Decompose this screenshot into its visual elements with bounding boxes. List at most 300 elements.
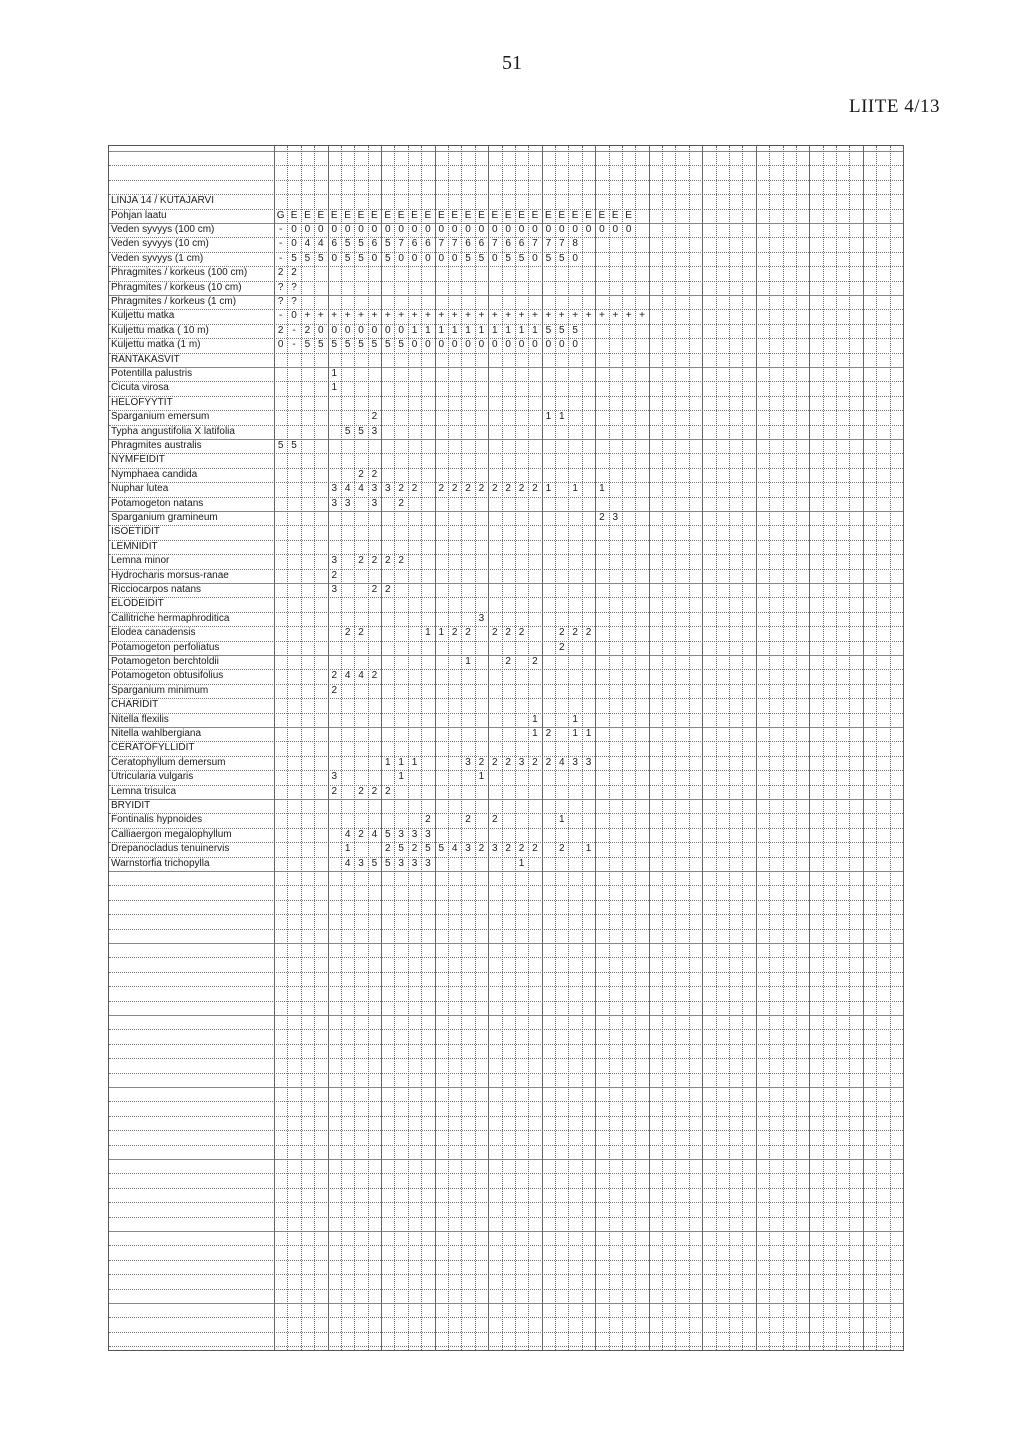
column-rule	[609, 146, 610, 1350]
table-cell: 7	[398, 238, 404, 250]
table-cell: 0	[532, 224, 538, 235]
row-label: Potamogeton berchtoldii	[111, 656, 219, 667]
table-cell: ?	[291, 296, 297, 307]
row-rule	[109, 929, 903, 930]
column-rule	[769, 146, 770, 1350]
table-cell: E	[611, 209, 619, 221]
table-cell: E	[478, 209, 485, 221]
column-rule	[823, 146, 824, 1350]
table-cell: 0	[425, 224, 431, 235]
table-cell: 0	[344, 224, 351, 235]
row-label: Fontinalis hypnoides	[111, 814, 203, 826]
row-label: Phragmites / korkeus (10 cm)	[111, 281, 242, 293]
row-label: Veden syvyys (100 cm)	[111, 224, 215, 235]
row-rule	[109, 900, 903, 901]
row-rule	[109, 597, 903, 598]
column-rule	[849, 146, 850, 1350]
table-cell: 0	[291, 310, 297, 322]
table-cell: E	[344, 209, 351, 221]
row-label: Pohjan laatu	[111, 209, 167, 221]
table-cell: E	[504, 209, 512, 221]
column-rule	[622, 146, 623, 1350]
table-cell: 0	[398, 324, 404, 336]
page-number: 51	[502, 52, 522, 74]
table-cell: 1	[545, 411, 552, 423]
row-label: CHARIDIT	[111, 699, 159, 711]
table-cell: 5	[558, 324, 565, 336]
table-cell: 2	[451, 627, 458, 639]
table-cell: 0	[331, 224, 337, 235]
table-cell: E	[518, 209, 525, 221]
table-cell: 5	[425, 843, 431, 855]
row-rule	[109, 1145, 903, 1146]
table-cell: 8	[572, 238, 578, 250]
table-cell: 0	[518, 339, 525, 351]
row-rule	[109, 180, 903, 181]
row-rule	[109, 914, 903, 915]
table-cell: 2	[371, 584, 378, 595]
row-rule	[109, 1015, 903, 1016]
row-rule	[109, 511, 903, 512]
table-cell: 2	[358, 828, 364, 840]
row-rule	[109, 1044, 903, 1045]
row-rule	[109, 713, 903, 714]
row-rule	[109, 1289, 903, 1290]
table-cell: 2	[585, 627, 592, 639]
table-cell: 1	[518, 324, 525, 336]
row-label: HELOFYYTIT	[111, 396, 173, 408]
row-label: Veden syvyys (1 cm)	[111, 252, 204, 264]
table-cell: E	[598, 209, 606, 221]
table-cell: 0	[371, 324, 378, 336]
row-label: Potamogeton obtusifolius	[111, 670, 224, 682]
table-cell: 5	[384, 857, 391, 869]
row-rule	[109, 1159, 903, 1160]
table-cell: 3	[492, 843, 498, 855]
table-cell: E	[357, 209, 365, 221]
row-label: Ceratophyllum demersum	[111, 756, 226, 768]
row-rule	[109, 785, 903, 786]
table-cell: 7	[451, 238, 458, 250]
table-cell: 2	[545, 728, 552, 739]
row-rule	[109, 1217, 903, 1218]
table-cell: 0	[505, 339, 511, 351]
row-label: Lemna minor	[111, 555, 170, 567]
table-cell: 2	[518, 843, 525, 855]
table-cell: 2	[572, 627, 578, 639]
row-label: Kuljettu matka (1 m)	[111, 339, 201, 351]
table-cell: 2	[331, 670, 337, 682]
row-rule	[109, 525, 903, 526]
row-rule	[109, 770, 903, 771]
table-cell: 2	[371, 670, 378, 682]
table-cell: 1	[344, 843, 351, 855]
table-cell: 0	[384, 224, 391, 235]
table-cell: +	[558, 310, 565, 322]
table-cell: 4	[344, 828, 351, 840]
table-cell: 5	[358, 252, 364, 264]
table-cell: 5	[358, 425, 364, 437]
row-rule	[109, 727, 903, 728]
row-rule	[109, 1274, 903, 1275]
table-cell: 5	[384, 339, 391, 351]
table-cell: 6	[505, 238, 511, 250]
table-cell: E	[424, 209, 432, 221]
table-cell: 3	[585, 756, 592, 768]
table-cell: 5	[371, 857, 378, 869]
table-cell: 5	[277, 440, 284, 451]
row-rule	[109, 194, 903, 195]
table-cell: 7	[492, 238, 498, 250]
table-cell: E	[317, 209, 325, 221]
table-cell: 7	[545, 238, 552, 250]
table-cell: 1	[505, 324, 511, 336]
table-cell: 5	[318, 339, 324, 351]
table-cell: 3	[331, 497, 337, 509]
table-cell: 6	[465, 238, 471, 250]
row-label: Veden syvyys (10 cm)	[111, 238, 209, 250]
row-rule	[109, 453, 903, 454]
appendix-label: LIITE 4/13	[848, 96, 940, 117]
row-rule	[109, 684, 903, 685]
table-cell: -	[292, 324, 296, 336]
table-cell: 2	[492, 756, 498, 768]
table-cell: 0	[411, 252, 418, 264]
table-cell: E	[371, 209, 378, 221]
table-cell: -	[292, 339, 296, 351]
row-rule	[109, 396, 903, 397]
table-cell: 0	[532, 339, 538, 351]
row-label: Kuljettu matka	[111, 310, 175, 322]
table-cell: E	[451, 209, 458, 221]
row-label: Callitriche hermaphroditica	[111, 612, 230, 624]
table-cell: +	[398, 310, 405, 322]
table-cell: 2	[518, 627, 525, 639]
table-cell: 5	[398, 339, 404, 351]
table-cell: G	[276, 209, 285, 221]
table-cell: 0	[451, 224, 458, 235]
table-cell: 2	[411, 483, 418, 495]
row-rule	[109, 1116, 903, 1117]
row-label: Nuphar lutea	[111, 483, 169, 495]
row-rule	[109, 741, 903, 742]
table-cell: 5	[505, 252, 511, 264]
column-rule	[742, 146, 743, 1350]
table-cell: E	[437, 209, 445, 221]
table-cell: 0	[438, 339, 445, 351]
row-label: Elodea canadensis	[111, 627, 196, 639]
table-cell: E	[531, 209, 539, 221]
table-cell: 1	[532, 324, 538, 336]
table-cell: +	[545, 310, 552, 322]
table-cell: 2	[371, 555, 378, 567]
table-cell: 1	[478, 324, 485, 336]
row-rule	[109, 353, 903, 354]
table-cell: 0	[478, 224, 485, 235]
table-cell: 4	[344, 857, 351, 869]
table-cell: 6	[411, 238, 418, 250]
column-rule	[582, 146, 583, 1350]
table-cell: 1	[492, 324, 498, 336]
column-rule	[675, 146, 676, 1350]
row-label: LINJA 14 / KUTAJARVI	[111, 195, 215, 207]
table-cell: 4	[358, 483, 364, 495]
table-cell: 2	[505, 843, 511, 855]
table-cell: 2	[331, 684, 337, 696]
row-label: ISOETIDIT	[111, 526, 160, 538]
table-cell: 5	[291, 252, 297, 264]
row-rule	[109, 669, 903, 670]
table-cell: 3	[331, 483, 337, 495]
table-cell: 0	[451, 252, 458, 264]
table-cell: ?	[277, 281, 284, 293]
table-cell: 5	[384, 252, 391, 264]
table-cell: 5	[344, 339, 351, 351]
table-cell: 0	[599, 224, 605, 235]
table-cell: E	[330, 209, 338, 221]
table-cell: 0	[411, 224, 418, 235]
table-cell: 1	[331, 382, 337, 394]
row-rule	[109, 885, 903, 886]
table-cell: 2	[505, 627, 511, 639]
table-cell: 5	[465, 252, 471, 264]
table-cell: 5	[398, 843, 404, 855]
table-cell: 6	[478, 238, 485, 250]
table-cell: 2	[425, 814, 431, 826]
row-rule	[109, 1303, 903, 1304]
table-cell: 4	[318, 238, 324, 250]
table-cell: 5	[545, 252, 552, 264]
table-cell: 2	[358, 468, 364, 480]
table-cell: 1	[438, 627, 445, 639]
table-cell: 3	[425, 857, 431, 869]
table-cell: 6	[425, 238, 431, 250]
row-label: CERATOFYLLIDIT	[111, 742, 195, 754]
row-rule	[109, 871, 903, 872]
table-cell: 3	[411, 828, 418, 840]
row-label: Warnstorfia trichopylla	[111, 857, 210, 869]
column-rule	[635, 146, 636, 1350]
table-cell: 1	[572, 713, 578, 725]
table-cell: 0	[304, 224, 311, 235]
row-rule	[109, 439, 903, 440]
row-label: Typha angustifolia X latifolia	[111, 425, 235, 437]
table-cell: +	[532, 310, 538, 322]
table-cell: 7	[558, 238, 565, 250]
row-rule	[109, 367, 903, 368]
table-cell: 5	[318, 252, 324, 264]
table-cell: 1	[545, 483, 552, 495]
table-cell: 2	[344, 627, 351, 639]
table-cell: +	[358, 310, 364, 322]
row-label: Potentilla palustris	[111, 368, 193, 379]
table-cell: +	[572, 310, 579, 322]
table-cell: E	[464, 209, 472, 221]
table-cell: 1	[518, 857, 525, 869]
row-label: Calliaergon megalophyllum	[111, 828, 232, 840]
table-cell: +	[491, 310, 498, 322]
column-rule	[649, 146, 650, 1350]
column-rule	[595, 146, 596, 1350]
column-rule	[729, 146, 730, 1350]
table-cell: 1	[411, 756, 418, 768]
table-cell: E	[384, 209, 392, 221]
column-rule	[716, 146, 717, 1350]
table-cell: 5	[344, 425, 351, 437]
table-cell: 2	[384, 843, 391, 855]
table-cell: 3	[344, 497, 351, 509]
table-cell: 1	[599, 483, 605, 495]
column-rule	[903, 146, 904, 1350]
table-cell: 1	[384, 756, 391, 768]
table-cell: 1	[451, 324, 458, 336]
table-cell: 7	[532, 238, 538, 250]
table-cell: 0	[344, 324, 351, 336]
table-cell: 0	[318, 324, 324, 336]
row-label: Hydrocharis morsus-ranae	[111, 569, 229, 581]
row-label: NYMFEIDIT	[111, 454, 165, 466]
data-table	[108, 145, 904, 1351]
row-rule	[109, 986, 903, 987]
row-rule	[109, 1173, 903, 1174]
table-cell: 0	[291, 224, 297, 235]
column-rule	[689, 146, 690, 1350]
table-cell: 3	[572, 756, 578, 768]
table-cell: 2	[384, 584, 391, 595]
table-cell: 0	[505, 224, 511, 235]
row-rule	[109, 1260, 903, 1261]
row-label: Potamogeton perfoliatus	[111, 641, 220, 653]
table-cell: 2	[505, 483, 511, 495]
table-cell: 0	[465, 224, 471, 235]
table-cell: 2	[371, 468, 378, 480]
table-cell: 1	[585, 843, 592, 855]
table-cell: 2	[291, 267, 297, 279]
table-cell: 2	[558, 843, 565, 855]
table-cell: 2	[304, 324, 311, 336]
table-cell: 6	[331, 238, 337, 250]
column-rule	[809, 146, 810, 1350]
row-label: Ricciocarpos natans	[111, 584, 202, 595]
table-cell: 2	[465, 814, 471, 826]
table-cell: 1	[398, 756, 404, 768]
row-rule	[109, 554, 903, 555]
table-cell: 1	[465, 324, 471, 336]
table-cell: 2	[277, 324, 284, 336]
table-cell: E	[304, 209, 311, 221]
table-cell: +	[438, 310, 445, 322]
table-cell: 4	[451, 843, 458, 855]
row-label: Nitella flexilis	[111, 713, 169, 725]
table-cell: +	[612, 310, 619, 322]
table-cell: 2	[331, 785, 337, 797]
table-cell: 2	[465, 483, 471, 495]
row-rule	[109, 151, 903, 152]
table-cell: 1	[438, 324, 445, 336]
table-cell: +	[585, 310, 592, 322]
table-cell: +	[304, 310, 311, 322]
table-cell: E	[397, 209, 405, 221]
row-label: Lemna trisulca	[111, 785, 177, 797]
table-cell: 3	[612, 512, 619, 523]
row-rule	[109, 1332, 903, 1333]
table-cell: 2	[358, 627, 364, 639]
table-cell: 3	[425, 828, 431, 840]
table-cell: 2	[411, 843, 418, 855]
table-cell: 3	[371, 425, 378, 437]
table-cell: 2	[599, 512, 605, 523]
table-cell: 0	[331, 252, 337, 264]
row-rule	[109, 957, 903, 958]
table-cell: 2	[505, 756, 511, 768]
table-cell: 0	[425, 339, 431, 351]
row-rule	[109, 1202, 903, 1203]
table-cell: 2	[358, 555, 364, 567]
table-cell: 1	[532, 728, 538, 739]
table-cell: 5	[304, 252, 311, 264]
table-cell: 0	[518, 224, 525, 235]
table-cell: 2	[398, 497, 404, 509]
table-cell: 5	[572, 324, 578, 336]
table-cell: 4	[344, 670, 351, 682]
row-rule	[109, 1130, 903, 1131]
row-label: BRYIDIT	[111, 800, 151, 811]
table-cell: 5	[344, 238, 351, 250]
row-rule	[109, 943, 903, 944]
row-label: LEMNIDIT	[111, 540, 158, 552]
table-cell: 2	[558, 641, 565, 653]
table-cell: 3	[384, 483, 391, 495]
table-cell: +	[371, 310, 378, 322]
table-cell: 3	[331, 771, 337, 783]
table-cell: 3	[411, 857, 418, 869]
table-cell: 2	[478, 483, 485, 495]
table-cell: 1	[532, 713, 538, 725]
column-rule	[836, 146, 837, 1350]
table-cell: E	[585, 209, 592, 221]
table-cell: 2	[331, 569, 337, 581]
table-cell: 3	[371, 483, 378, 495]
table-cell: E	[545, 209, 552, 221]
column-rule	[662, 146, 663, 1350]
table-cell: ?	[277, 296, 284, 307]
table-cell: 0	[451, 339, 458, 351]
table-cell: E	[411, 209, 418, 221]
row-rule	[109, 1073, 903, 1074]
row-rule	[109, 857, 903, 858]
table-cell: 0	[532, 252, 538, 264]
table-cell: 0	[572, 224, 578, 235]
table-cell: 6	[371, 238, 378, 250]
row-rule	[109, 583, 903, 584]
table-cell: 1	[465, 656, 471, 667]
table-cell: 4	[304, 238, 311, 250]
table-cell: 2	[371, 785, 378, 797]
row-rule	[109, 381, 903, 382]
row-label: Drepanocladus tenuinervis	[111, 843, 230, 855]
row-label: Phragmites / korkeus (1 cm)	[111, 296, 237, 307]
row-label: Potamogeton natans	[111, 497, 204, 509]
table-cell: 2	[545, 756, 552, 768]
table-cell: 2	[478, 843, 485, 855]
table-cell: 0	[384, 324, 391, 336]
table-cell: 2	[532, 756, 538, 768]
table-cell: 2	[532, 483, 538, 495]
column-rule	[783, 146, 784, 1350]
table-cell: +	[465, 310, 471, 322]
row-label: Cicuta virosa	[111, 382, 169, 394]
table-cell: +	[344, 310, 351, 322]
